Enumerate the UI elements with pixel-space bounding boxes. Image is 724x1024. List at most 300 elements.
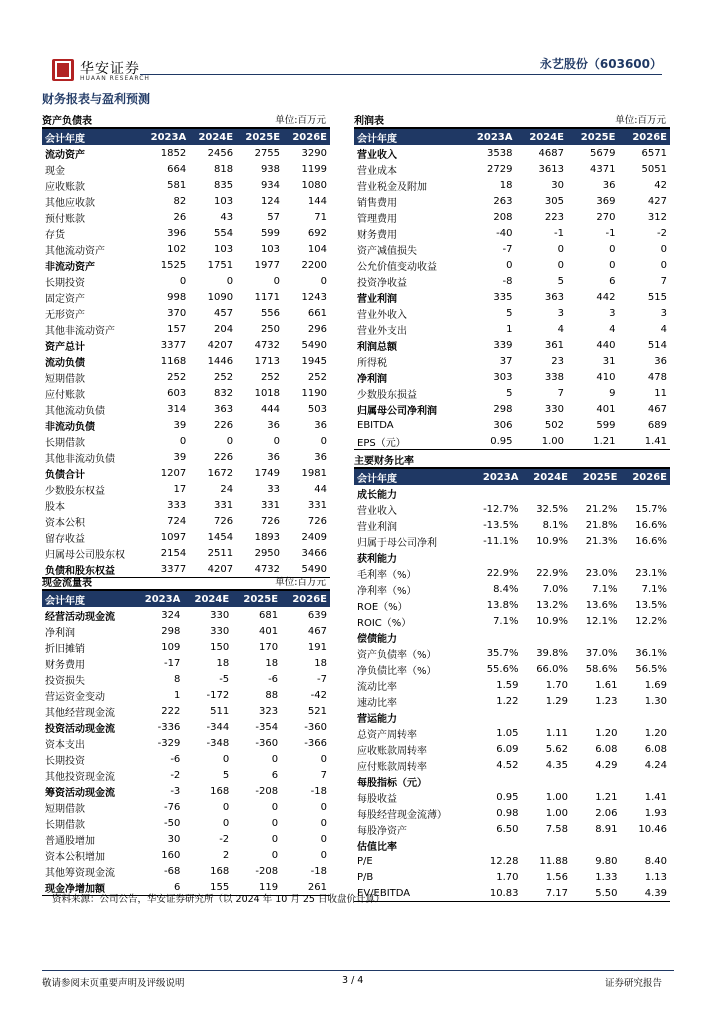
table-row <box>354 853 670 869</box>
row-value: 639 <box>307 609 327 621</box>
row-label: 少数股东损益 <box>357 389 417 401</box>
row-value: 1945 <box>301 355 327 367</box>
row-label: 获利能力 <box>357 553 397 565</box>
row-value: 1.00 <box>545 791 568 803</box>
table-row <box>354 501 670 517</box>
table-row <box>354 533 670 549</box>
table-row <box>354 337 670 353</box>
row-value: -7 <box>502 243 513 255</box>
table-row <box>354 257 670 273</box>
column-header-year: 2024E <box>183 590 232 607</box>
table-row <box>354 401 670 417</box>
row-value: 22.9% <box>486 567 519 579</box>
row-value: 252 <box>167 371 187 383</box>
row-value: 303 <box>493 371 513 383</box>
row-value: 1090 <box>207 291 234 303</box>
row-value: 10.9% <box>536 535 568 547</box>
row-value: 467 <box>307 625 327 637</box>
row-value: 6 <box>173 881 181 893</box>
table-row <box>354 225 670 241</box>
row-value: 410 <box>596 371 616 383</box>
row-value: 427 <box>647 195 667 207</box>
row-value: 1.70 <box>545 679 568 691</box>
row-value: 689 <box>647 419 667 431</box>
report-type: 证券研究报告 <box>604 978 662 989</box>
row-label: 毛利率（%） <box>357 569 417 581</box>
table-row <box>354 209 670 225</box>
row-value <box>521 773 571 789</box>
row-value: 1893 <box>254 531 281 543</box>
row-label: 销售费用 <box>357 197 397 209</box>
row-value: 8.4% <box>493 583 519 595</box>
row-value: 252 <box>307 371 327 383</box>
row-value: 261 <box>307 881 327 893</box>
row-value: 8 <box>173 673 181 685</box>
row-value: 170 <box>258 641 279 653</box>
row-value: 1.11 <box>545 727 568 739</box>
row-label: 长期投资 <box>45 755 85 767</box>
table-row <box>42 513 330 529</box>
income-title: 利润表 <box>354 116 384 127</box>
row-label: 应收账款 <box>45 181 85 193</box>
row-value: 0 <box>320 849 327 861</box>
row-value: -3 <box>170 785 181 797</box>
row-value: 15.7% <box>635 503 667 515</box>
row-value: 17 <box>173 483 187 495</box>
row-value: 3 <box>557 307 564 319</box>
row-value: 1 <box>173 689 181 701</box>
row-value: 21.8% <box>585 519 618 531</box>
row-value: 5679 <box>590 147 616 159</box>
table-row <box>42 751 330 767</box>
row-value: 363 <box>214 403 234 415</box>
row-value: 0 <box>222 801 230 813</box>
row-value: 7 <box>660 275 667 287</box>
table-header-row <box>354 128 670 145</box>
row-value: 3290 <box>301 147 327 159</box>
row-value: 934 <box>260 179 281 191</box>
row-value: 103 <box>260 243 281 255</box>
row-value: 444 <box>260 403 281 415</box>
table-row <box>42 767 330 783</box>
row-value: 7.58 <box>545 823 568 835</box>
table-row <box>354 773 670 789</box>
table-row <box>42 257 330 273</box>
row-value: 26 <box>173 211 187 223</box>
row-value: 1 <box>506 323 513 335</box>
row-value: -366 <box>304 737 327 749</box>
row-value: 1.13 <box>644 871 667 883</box>
table-row <box>42 735 330 751</box>
row-value: 6571 <box>641 147 667 159</box>
row-value: 222 <box>161 705 181 717</box>
header-rule <box>140 74 662 75</box>
row-value: 298 <box>161 625 181 637</box>
page-number: 3 / 4 <box>342 975 364 986</box>
row-value: 2456 <box>207 147 234 159</box>
row-value: 0 <box>271 849 279 861</box>
cashflow-unit: 单位:百万元 <box>275 577 326 588</box>
row-value <box>620 773 670 789</box>
income-unit: 单位:百万元 <box>615 115 666 126</box>
row-value <box>571 485 621 501</box>
row-value: 442 <box>596 291 616 303</box>
row-value: 2755 <box>254 147 281 159</box>
row-value: 2511 <box>207 547 234 559</box>
row-value: 144 <box>307 195 327 207</box>
ratios-title: 主要财务比率 <box>354 456 414 467</box>
row-label: 资本支出 <box>45 739 85 751</box>
row-value: 1.56 <box>545 871 568 883</box>
row-value: 661 <box>307 307 327 319</box>
row-value: 223 <box>544 211 564 223</box>
row-value <box>471 629 522 645</box>
row-label: 流动比率 <box>357 681 397 693</box>
row-value: 7.1% <box>641 583 667 595</box>
row-value: 11.88 <box>539 855 568 867</box>
row-value: 7.17 <box>545 887 568 899</box>
row-value: 6 <box>271 769 279 781</box>
row-value: 250 <box>260 323 281 335</box>
table-row <box>42 671 330 687</box>
row-value: 39 <box>173 451 187 463</box>
table-row <box>42 401 330 417</box>
table-row <box>42 369 330 385</box>
row-value: 503 <box>307 403 327 415</box>
row-value: 56.5% <box>635 663 667 675</box>
row-value: 361 <box>544 339 564 351</box>
row-value: 270 <box>596 211 616 223</box>
footer-rule <box>42 970 674 971</box>
row-value <box>521 837 571 853</box>
row-value: 7 <box>320 769 327 781</box>
row-value: 39.8% <box>536 647 568 659</box>
row-value: 1207 <box>160 467 187 479</box>
row-label: 营业税金及附加 <box>357 181 427 193</box>
row-label: 预付账款 <box>45 213 85 225</box>
row-value: 6.09 <box>496 743 519 755</box>
row-label: 非流动资产 <box>45 261 95 273</box>
row-label: 非流动负债 <box>45 421 95 433</box>
table-row <box>354 177 670 193</box>
row-value: 312 <box>647 211 667 223</box>
row-value: 1.00 <box>541 435 564 447</box>
row-value <box>620 629 670 645</box>
row-value: 6.50 <box>496 823 519 835</box>
table-row <box>42 465 330 481</box>
row-value: 5490 <box>301 563 327 575</box>
column-header-year: 2024E <box>189 128 236 145</box>
row-label: 负债合计 <box>45 469 85 481</box>
company-name: 永艺股份（603600） <box>539 57 662 71</box>
row-value: 1243 <box>301 291 327 303</box>
table-row <box>42 799 330 815</box>
row-value: 124 <box>260 195 281 207</box>
row-label: 财务费用 <box>45 659 85 671</box>
row-value: 396 <box>167 227 187 239</box>
column-header-year: 2026E <box>283 128 330 145</box>
row-value: 330 <box>210 625 230 637</box>
row-label: 利润总额 <box>357 341 397 353</box>
row-value: 0 <box>179 275 187 287</box>
column-header-label: 会计年度 <box>42 128 141 145</box>
row-value <box>521 709 571 725</box>
table-row <box>354 273 670 289</box>
row-value: 1.59 <box>496 679 519 691</box>
table-row <box>42 241 330 257</box>
row-label: 应付账款 <box>45 389 85 401</box>
row-value: 339 <box>493 339 513 351</box>
table-row <box>42 225 330 241</box>
table-row <box>354 661 670 677</box>
row-label: 应收账款周转率 <box>357 745 427 757</box>
row-value: 0 <box>320 275 327 287</box>
row-value: 42 <box>654 179 667 191</box>
row-value: 1.41 <box>644 791 667 803</box>
row-value: 0 <box>271 753 279 765</box>
row-value: 55.6% <box>486 663 519 675</box>
row-value: 369 <box>596 195 616 207</box>
row-value: -5 <box>219 673 230 685</box>
row-value: 3377 <box>160 563 187 575</box>
row-label: 其他流动资产 <box>45 245 105 257</box>
table-row <box>354 549 670 565</box>
brand-name: 华安证券 <box>80 61 140 77</box>
row-label: 负债和股东权益 <box>45 565 115 577</box>
table-row <box>354 485 670 501</box>
row-value: 298 <box>493 403 513 415</box>
row-label: 成长能力 <box>357 489 397 501</box>
row-value: 18 <box>314 657 327 669</box>
row-value: 692 <box>307 227 327 239</box>
row-label: 筹资活动现金流 <box>45 787 115 799</box>
income-table <box>354 127 670 450</box>
row-label: EV/EBITDA <box>357 887 411 899</box>
table-row <box>42 639 330 655</box>
row-value: 252 <box>260 371 281 383</box>
row-value: 3538 <box>487 147 513 159</box>
row-value: 4.35 <box>545 759 568 771</box>
row-value: 0 <box>320 817 327 829</box>
row-value <box>521 549 571 565</box>
row-value: 3 <box>609 307 616 319</box>
column-header-year: 2025E <box>567 128 618 145</box>
row-label: 每股净资产 <box>357 825 407 837</box>
row-value: -6 <box>268 673 279 685</box>
table-row <box>354 193 670 209</box>
row-value: 57 <box>267 211 281 223</box>
row-label: 净利润 <box>45 627 75 639</box>
row-value: 0 <box>222 753 230 765</box>
row-value: 3377 <box>160 339 187 351</box>
table-row <box>42 623 330 639</box>
row-value: 109 <box>161 641 181 653</box>
row-value: 13.6% <box>585 599 618 611</box>
row-label: 普通股增加 <box>45 835 95 847</box>
row-value: 36 <box>267 419 281 431</box>
row-value: 0 <box>226 435 234 447</box>
row-value: 333 <box>167 499 187 511</box>
row-value: 1.21 <box>593 435 616 447</box>
row-value: 5051 <box>641 163 667 175</box>
row-value: 681 <box>258 609 279 621</box>
table-row <box>42 289 330 305</box>
row-value: 0 <box>271 817 279 829</box>
table-row <box>42 719 330 735</box>
row-value: 363 <box>544 291 564 303</box>
row-label: 营业利润 <box>357 521 397 533</box>
row-value: 36 <box>267 451 281 463</box>
row-value: 252 <box>214 371 234 383</box>
row-value: 4207 <box>207 339 234 351</box>
row-label: 营运资金变动 <box>45 691 105 703</box>
row-value: 1.30 <box>644 695 667 707</box>
row-value: 10.9% <box>536 615 568 627</box>
row-value: 305 <box>544 195 564 207</box>
row-value: 7 <box>557 387 564 399</box>
row-value: -360 <box>255 737 279 749</box>
row-label: 折旧摊销 <box>45 643 85 655</box>
row-label: 资产总计 <box>45 341 85 353</box>
table-row <box>42 863 330 879</box>
row-value: 22.9% <box>536 567 568 579</box>
row-value: 6 <box>609 275 616 287</box>
row-value: 1.22 <box>496 695 519 707</box>
row-value: 2409 <box>301 531 327 543</box>
row-value: -50 <box>163 817 181 829</box>
row-value: 581 <box>167 179 187 191</box>
row-label: 其他经营现金流 <box>45 707 115 719</box>
row-label: 短期借款 <box>45 803 85 815</box>
row-value: 599 <box>596 419 616 431</box>
ratios-table <box>354 467 670 902</box>
table-row <box>354 369 670 385</box>
row-label: 其他非流动资产 <box>45 325 115 337</box>
row-label: 资产负债率（%） <box>357 649 437 661</box>
row-label: 经营活动现金流 <box>45 611 115 623</box>
row-label: 营业利润 <box>357 293 397 305</box>
row-value: 314 <box>167 403 187 415</box>
column-header-year: 2024E <box>516 128 567 145</box>
row-label: 净负债比率（%） <box>357 665 437 677</box>
table-row <box>354 161 670 177</box>
cashflow-panel <box>42 574 330 896</box>
table-row <box>354 241 670 257</box>
row-value: -360 <box>304 721 327 733</box>
row-label: 应付账款周转率 <box>357 761 427 773</box>
row-value: 0 <box>179 435 187 447</box>
row-value: 1.61 <box>595 679 618 691</box>
ratios-panel <box>354 452 670 902</box>
row-value: 1446 <box>207 355 234 367</box>
row-value: 103 <box>214 243 234 255</box>
row-value: 3 <box>660 307 667 319</box>
row-value: 1749 <box>254 467 281 479</box>
row-value: -6 <box>170 753 181 765</box>
row-value: 726 <box>307 515 327 527</box>
row-label: 现金 <box>45 165 65 177</box>
row-value: 39 <box>173 419 187 431</box>
row-value: 2950 <box>254 547 281 559</box>
column-header-label: 会计年度 <box>42 590 133 607</box>
row-value: 330 <box>544 403 564 415</box>
table-row <box>354 145 670 161</box>
row-value: 66.0% <box>536 663 568 675</box>
row-label: 长期借款 <box>45 437 85 449</box>
row-value: 832 <box>214 387 234 399</box>
table-row <box>354 741 670 757</box>
row-value: 331 <box>214 499 234 511</box>
row-value: 511 <box>210 705 230 717</box>
row-value: 324 <box>161 609 181 621</box>
row-value: -336 <box>157 721 181 733</box>
row-value: -1 <box>554 227 564 239</box>
column-header-year: 2026E <box>620 468 670 485</box>
row-value: 478 <box>647 371 667 383</box>
row-value: 440 <box>596 339 616 351</box>
row-value: -348 <box>206 737 230 749</box>
row-value: 13.5% <box>635 599 667 611</box>
row-value: 835 <box>214 179 234 191</box>
row-value: 0 <box>609 259 616 271</box>
row-value: -18 <box>310 785 327 797</box>
row-value: 467 <box>647 403 667 415</box>
row-value: 1981 <box>301 467 327 479</box>
table-row <box>42 337 330 353</box>
table-row <box>42 433 330 449</box>
row-value: 0 <box>271 833 279 845</box>
row-value: 502 <box>544 419 564 431</box>
table-row <box>42 703 330 719</box>
row-label: 资本公积 <box>45 517 85 529</box>
row-label: ROE（%） <box>357 601 408 613</box>
row-value: 30 <box>167 833 181 845</box>
row-value <box>571 629 621 645</box>
row-value: 0.98 <box>496 807 519 819</box>
table-row <box>42 529 330 545</box>
column-header-label: 会计年度 <box>354 128 463 145</box>
row-value: 1751 <box>207 259 234 271</box>
row-label: 营业外支出 <box>357 325 407 337</box>
row-label: 净利润 <box>357 373 387 385</box>
balance-sheet-table <box>42 127 330 578</box>
table-row <box>42 321 330 337</box>
row-value: 726 <box>214 515 234 527</box>
table-row <box>42 209 330 225</box>
row-value: 1.20 <box>644 727 667 739</box>
row-label: 少数股东权益 <box>45 485 105 497</box>
row-value: 0 <box>506 259 513 271</box>
row-label: EPS（元） <box>357 437 406 449</box>
row-value: 556 <box>260 307 281 319</box>
table-row <box>42 481 330 497</box>
row-value: 119 <box>258 881 279 893</box>
row-value <box>620 485 670 501</box>
row-value: 226 <box>214 451 234 463</box>
table-row <box>354 677 670 693</box>
row-value <box>571 549 621 565</box>
income-title-bar <box>354 112 670 127</box>
row-value: 82 <box>173 195 187 207</box>
row-label: 归属母公司股东权 <box>45 549 125 561</box>
row-value: 44 <box>314 483 327 495</box>
row-value: 102 <box>167 243 187 255</box>
ratios-title-bar <box>354 452 670 467</box>
row-value: 1.93 <box>644 807 667 819</box>
row-value: 521 <box>307 705 327 717</box>
page-header <box>0 0 724 90</box>
table-row <box>354 581 670 597</box>
